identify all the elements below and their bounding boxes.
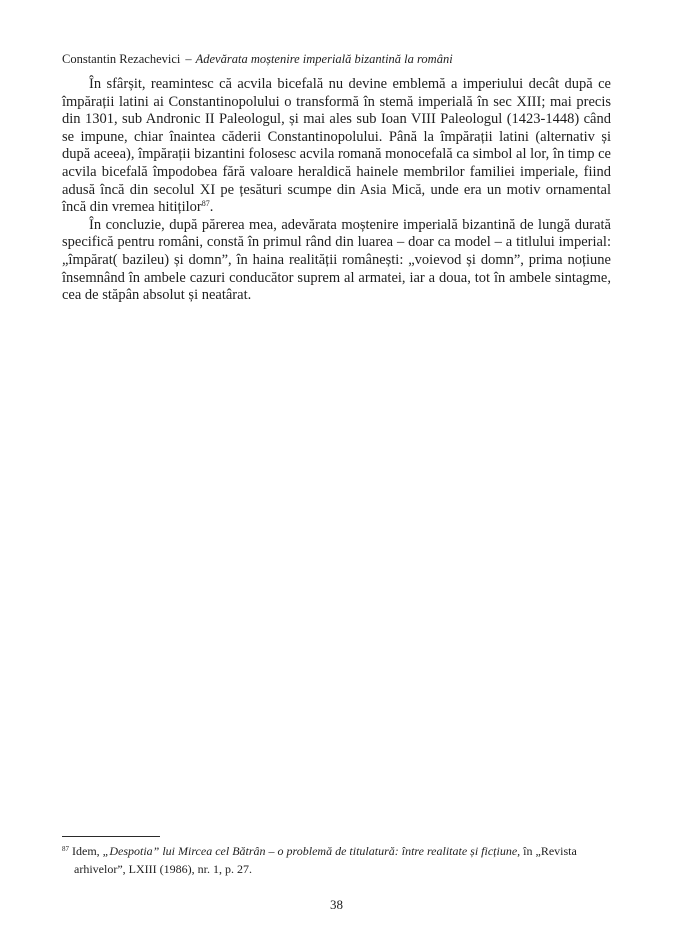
footnote-divider (62, 836, 160, 837)
header-separator: – (185, 52, 192, 66)
footnote (62, 843, 611, 878)
footnote-part-3: în „Revista (523, 844, 577, 858)
paragraph-1-end: . (209, 199, 214, 216)
paragraph (62, 76, 611, 217)
footnote-line-2: arhivelor”, LXIII (1986), nr. 1, p. 27. (74, 861, 252, 876)
footnote-citation-title: „Despotia” lui Mircea cel Bătrân – o problemă de titulatură: între realitate și ficțiune, (102, 844, 521, 858)
header-title: Adevărata moștenire imperială bizantină la români (195, 52, 453, 66)
paragraph (62, 217, 611, 305)
footnote-number: 87 (62, 845, 69, 853)
paragraph-2-text: În concluzie, după părerea mea, adevărata moștenire imperială bizantină de lungă durată specifică pentru români, constă în primul rând din luarea – doar ca model – a titlului imperial: „împărat( bazileu) și domn”, în haina realității românești: „voievod și domn”, prima noțiune însemnând în ambele cazuri conducător suprem al armatei, iar a doua, tot în ambele sintagme, cea de stăpân absolut și neatârat. (62, 216, 611, 304)
body-text (62, 76, 611, 305)
page-number: 38 (330, 897, 343, 912)
footnote-part-1: Idem, (72, 844, 100, 858)
footnote-reference[interactable]: 87 (201, 199, 210, 209)
running-header (62, 51, 622, 67)
header-author: Constantin Rezachevici (62, 52, 181, 66)
paragraph-1-text: În sfârșit, reamintesc că acvila bicefală nu devine emblemă a imperiului decât după ce împărații latini ai Constantinopolului o transformă în stemă imperială în sec XIII; mai precis din 1301, sub Andronic II Paleologul, și mai ales sub Ioan VIII Paleologul (1423-1448) când se impune, chiar înaintea căderii Constantinopolului. Până la împărații latini (alternativ și după aceea), împărații bizantini folosesc acvila romană monocefală ca simbol al lor, în timp ce acvila bicefală împodobea fără valoare heraldică hainele membrilor familiei imperiale, fiind adusă încă din secolul XI pe țesături scumpe din Asia Mică, unde era un motiv ornamental încă din vremea hitiților (62, 76, 611, 216)
